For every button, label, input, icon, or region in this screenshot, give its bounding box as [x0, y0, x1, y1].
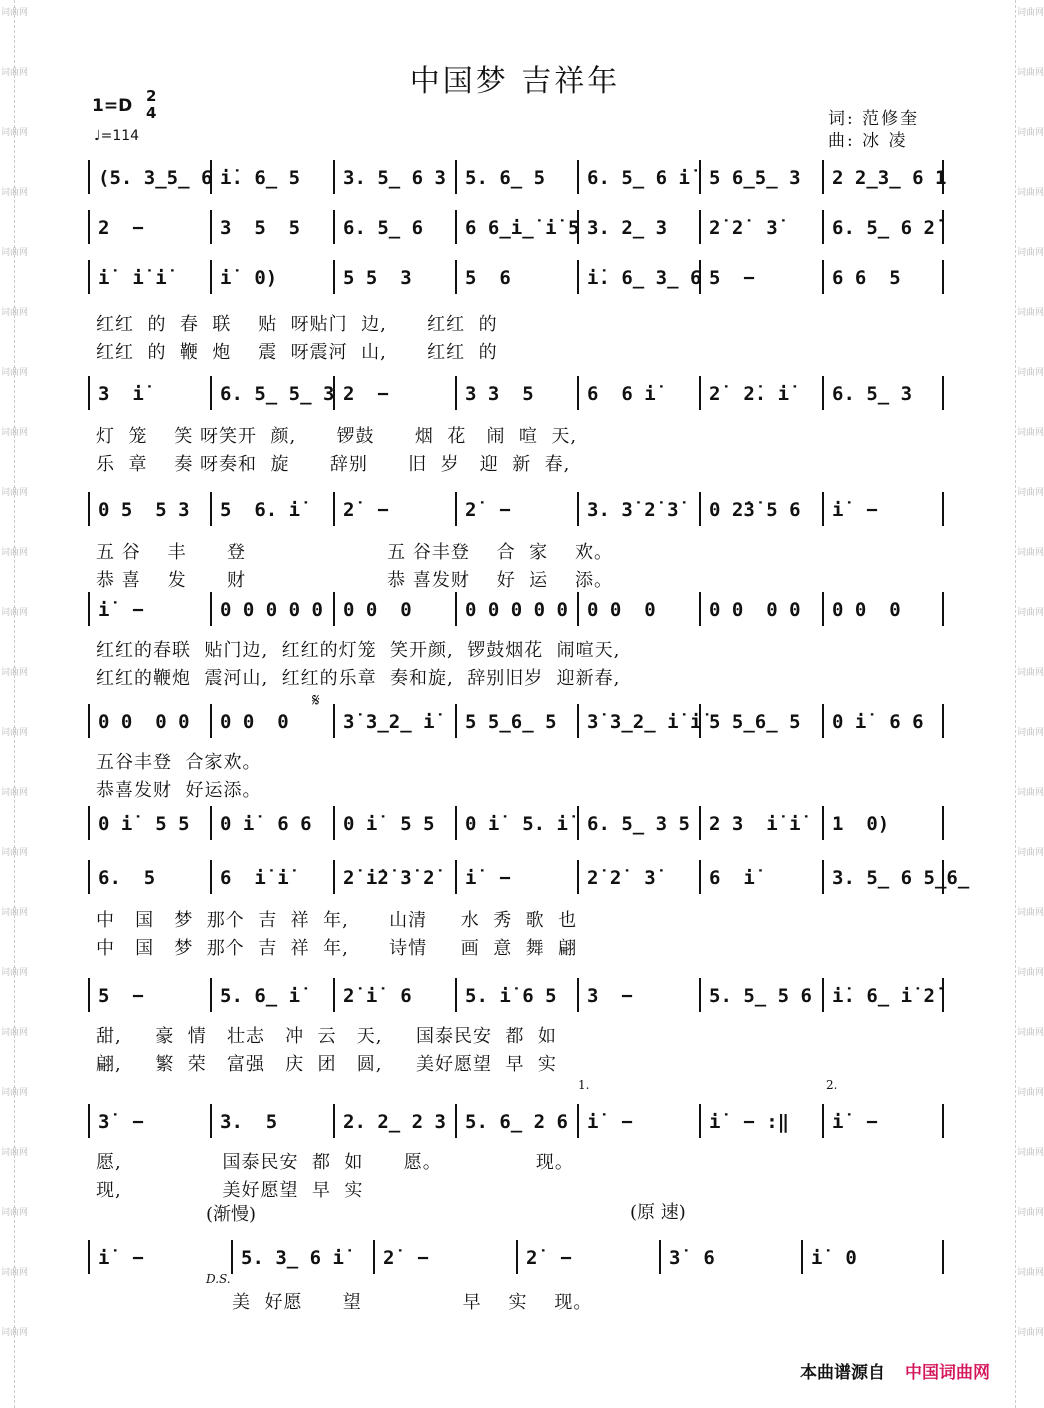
volta-first-ending: 1. [578, 1078, 590, 1092]
watermark-text: 词曲网 [1017, 188, 1044, 198]
watermark-text: 词曲网 [1017, 1268, 1044, 1278]
watermark-text: 词曲网 [1, 1208, 29, 1218]
key-signature: 1=D [92, 96, 133, 116]
footer-credit [800, 1358, 990, 1383]
measure-notes: i̇ − [832, 1111, 878, 1133]
measure-notes: i̇ − [98, 599, 144, 621]
watermark-text: 词曲网 [1017, 68, 1044, 78]
lyric-line: 现, 美好愿望 早 实 [96, 1180, 364, 1201]
measure-notes: 3. 5̲ 6 3 [343, 167, 446, 189]
score-system [88, 704, 944, 746]
barline [577, 260, 579, 294]
measure-notes: 6 6 i̇ [587, 383, 656, 405]
measure-notes: 6 i̇ i̇ [220, 867, 289, 889]
lyricist-credit: 词: 范修奎 [828, 109, 920, 129]
measure-notes: 2 − [343, 383, 389, 405]
watermark-text: 词曲网 [1, 788, 29, 798]
measure-notes: 2̇ 2̇ 3̇ [587, 867, 656, 889]
measure-notes: i̇. 6̲ i̇ 2̇ [832, 985, 935, 1007]
barline [822, 260, 824, 294]
watermark-text: 词曲网 [1, 968, 29, 978]
measure-notes: 2̇ − [465, 499, 511, 521]
measure-notes: 2. 2̲ 2 3 [343, 1111, 446, 1133]
measure-notes: 6. 5̲ 5̲ 3 [220, 383, 335, 405]
watermark-text: 词曲网 [1, 308, 29, 318]
watermark-text: 词曲网 [1, 728, 29, 738]
watermark-text: 词曲网 [1, 908, 29, 918]
time-signature: 2 4 [146, 87, 157, 122]
measure-notes: 5. i̇ 6 5 [465, 985, 557, 1007]
measure-notes: 5. 6̲ 5 [465, 167, 546, 189]
barline [210, 978, 212, 1012]
lyric-line: 五谷丰登 合家欢。 [96, 752, 262, 773]
measure-notes: 2̇ − [526, 1247, 572, 1269]
barline [577, 376, 579, 410]
barline [699, 806, 701, 840]
barline [333, 210, 335, 244]
barline [210, 492, 212, 526]
barline [942, 260, 944, 294]
watermark-text: 词曲网 [1017, 1088, 1044, 1098]
barline [455, 592, 457, 626]
watermark-text: 词曲网 [1, 8, 29, 18]
barline [210, 260, 212, 294]
barline [942, 704, 944, 738]
lyric-line: 红红的鞭炮 震河山, 红红的乐章 奏和旋, 辞别旧岁 迎新春, [96, 668, 621, 689]
barline [942, 1240, 944, 1274]
measure-notes: 0 0 0 [343, 599, 412, 621]
measure-notes: 2̇ − [343, 499, 389, 521]
watermark-text: 词曲网 [1, 668, 29, 678]
ritardando-marking: (渐慢) [206, 1204, 257, 1225]
lyric-line: 恭 喜 发 财 恭 喜发财 好 运 添。 [96, 570, 614, 591]
measure-notes: 0 i̇ 6 6 [220, 813, 312, 835]
barline [88, 160, 90, 194]
score-system [88, 260, 944, 302]
barline [210, 210, 212, 244]
measure-notes: 5. 6̲ i̇ [220, 985, 301, 1007]
barline [88, 376, 90, 410]
measure-notes: 5 5̲6̲ 5 [709, 711, 801, 733]
barline [822, 1104, 824, 1138]
barline [699, 978, 701, 1012]
measure-notes: 5 − [709, 267, 755, 289]
measure-notes: 5. 3̲ 6 i̇ [241, 1247, 344, 1269]
measure-notes: 0 0 0 [832, 599, 901, 621]
footer-site-link[interactable]: 中国词曲网 [905, 1363, 990, 1383]
measure-notes: 6. 5̲ 6 i̇ [587, 167, 690, 189]
measure-notes: 3. 3̇ 2̇ 3̇ [587, 499, 679, 521]
barline [88, 492, 90, 526]
watermark-text: 词曲网 [1017, 728, 1044, 738]
watermark-text: 词曲网 [1, 1148, 29, 1158]
measure-notes: 0 0 0 [220, 711, 289, 733]
barline [455, 1104, 457, 1138]
barline [231, 1240, 233, 1274]
barline [822, 492, 824, 526]
song-title: 中国梦 吉祥年 [409, 64, 621, 99]
barline [333, 978, 335, 1012]
score-system [88, 160, 947, 202]
lyric-line: 甜, 豪 情 壮志 冲 云 天, 国泰民安 都 如 [96, 1026, 557, 1047]
measure-notes: i̇. 6̲ 3̲ 6 [587, 267, 702, 289]
barline [577, 806, 579, 840]
measure-notes: 6. 5̲ 6 2̇ [832, 217, 935, 239]
watermark-text: 词曲网 [1017, 668, 1044, 678]
barline [455, 704, 457, 738]
lyric-line: 乐 章 奏 呀奏和 旋 辞别 旧 岁 迎 新 春, [96, 454, 571, 475]
barline [577, 704, 579, 738]
score-system [88, 592, 944, 634]
measure-notes: 0 5 5 3 [98, 499, 190, 521]
barline [455, 806, 457, 840]
watermark-text: 词曲网 [1017, 1328, 1044, 1338]
lyric-line: 灯 笼 笑 呀笑开 颜, 锣鼓 烟 花 闹 喧 天, [96, 426, 578, 447]
dal-segno-marking: D.S. [206, 1272, 231, 1286]
watermark-text: 词曲网 [1, 188, 29, 198]
measure-notes: 3̇ − [98, 1111, 144, 1133]
measure-notes: 3 i̇ [98, 383, 144, 405]
barline [210, 1104, 212, 1138]
barline [88, 806, 90, 840]
barline [699, 376, 701, 410]
barline [942, 492, 944, 526]
measure-notes: i̇ − [98, 1247, 144, 1269]
measure-notes: 3. 5̲ 6 5̲6̲ [832, 867, 970, 889]
barline [455, 160, 457, 194]
lyric-line: 五 谷 丰 登 五 谷丰登 合 家 欢。 [96, 542, 614, 563]
watermark-text: 词曲网 [1017, 128, 1044, 138]
barline [801, 1240, 803, 1274]
measure-notes: 3 5 5 [220, 217, 301, 239]
measure-notes: 0 i̇ 5. i̇ [465, 813, 568, 835]
watermark-text: 词曲网 [1017, 908, 1044, 918]
measure-notes: 0 0 0 0 [709, 599, 801, 621]
measure-notes: 6. 5̲ 3 5 [587, 813, 690, 835]
watermark-text: 词曲网 [1017, 1208, 1044, 1218]
barline [210, 376, 212, 410]
barline [210, 592, 212, 626]
barline [942, 1104, 944, 1138]
watermark-text: 词曲网 [1, 548, 29, 558]
barline [333, 704, 335, 738]
measure-notes: 2̇ − [383, 1247, 429, 1269]
barline [333, 1104, 335, 1138]
barline [88, 860, 90, 894]
score-system [88, 978, 944, 1020]
lyric-line: 愿, 国泰民安 都 如 愿。 现。 [96, 1152, 574, 1173]
lyric-line: 翩, 繁 荣 富强 庆 团 圆, 美好愿望 早 实 [96, 1054, 557, 1075]
barline [942, 978, 944, 1012]
barline [822, 978, 824, 1012]
score-system [88, 1104, 944, 1146]
watermark-text: 词曲网 [1, 488, 29, 498]
barline [577, 860, 579, 894]
watermark-text: 词曲网 [1, 1328, 29, 1338]
barline [942, 806, 944, 840]
barline [455, 978, 457, 1012]
measure-notes: 0 i̇ 5 5 [98, 813, 190, 835]
barline [333, 592, 335, 626]
barline [577, 160, 579, 194]
measure-notes: 6 i̇ [709, 867, 755, 889]
watermark-text: 词曲网 [1017, 368, 1044, 378]
measure-notes: 5 − [98, 985, 144, 1007]
measure-notes: 3 − [587, 985, 633, 1007]
lyric-line: 美 好愿 望 早 实 现。 [232, 1292, 593, 1313]
measure-notes: 2 2̲3̲ 6 1 [832, 167, 947, 189]
barline [516, 1240, 518, 1274]
barline [210, 860, 212, 894]
measure-notes: 2̇ i̇2̇ 3̇ 2̇ [343, 867, 435, 889]
watermark-text: 词曲网 [1, 68, 29, 78]
score-system [88, 210, 944, 252]
measure-notes: 3̇ 3̲2̲ i̇ i̇ [587, 711, 702, 733]
barline [88, 1104, 90, 1138]
composer-credit: 曲: 冰 凌 [828, 131, 908, 151]
measure-notes: 3 3 5 [465, 383, 534, 405]
measure-notes: 2̇ i̇ 6 [343, 985, 412, 1007]
barline [822, 376, 824, 410]
measure-notes: 0 0 0 [587, 599, 656, 621]
measure-notes: i̇ 0) [220, 267, 278, 289]
watermark-text: 词曲网 [1017, 968, 1044, 978]
barline [822, 592, 824, 626]
measure-notes: 3. 5 [220, 1111, 278, 1133]
barline [699, 592, 701, 626]
score-system [88, 376, 944, 418]
barline [699, 160, 701, 194]
watermark-text: 词曲网 [1, 608, 29, 618]
lyric-line: 红红 的 春 联 贴 呀贴门 边, 红红 的 [96, 314, 498, 335]
watermark-text: 词曲网 [1017, 848, 1044, 858]
watermark-text: 词曲网 [1, 428, 29, 438]
watermark-text: 词曲网 [1, 848, 29, 858]
measure-notes: 2̇ 2̇ 3̇ [709, 217, 778, 239]
footer-source-label: 本曲谱源自 [800, 1363, 885, 1383]
barline [822, 806, 824, 840]
measure-notes: 0 0 0 0 0 [465, 599, 568, 621]
barline [333, 806, 335, 840]
tempo-marking: ♩=114 [94, 128, 140, 144]
barline [88, 592, 90, 626]
measure-notes: 0 0 0 0 0 [220, 599, 323, 621]
measure-notes: 0 2̇3̇ 5 6 [709, 499, 801, 521]
measure-notes: 0 i̇ 6 6 [832, 711, 924, 733]
barline [822, 160, 824, 194]
measure-notes: i̇ i̇ i̇ [98, 267, 167, 289]
measure-notes: i̇. 6̲ 5 [220, 167, 301, 189]
measure-notes: 5 6 [465, 267, 511, 289]
barline [455, 376, 457, 410]
watermark-text: 词曲网 [1017, 308, 1044, 318]
barline [210, 704, 212, 738]
measure-notes: 6 6 5 [832, 267, 901, 289]
barline [373, 1240, 375, 1274]
measure-notes: 3̇ 3̲2̲ i̇ [343, 711, 435, 733]
watermark-text: 词曲网 [1, 368, 29, 378]
measure-notes: 6 6̲i̲̇ i̇ 5 [465, 217, 580, 239]
measure-notes: 6. 5 [98, 867, 156, 889]
measure-notes: 1 0) [832, 813, 890, 835]
measure-notes: 2 − [98, 217, 144, 239]
watermark-text: 词曲网 [1017, 488, 1044, 498]
measure-notes: 5. 6̲ 2 6 [465, 1111, 568, 1133]
watermark-text: 词曲网 [1017, 248, 1044, 258]
watermark-text: 词曲网 [1, 128, 29, 138]
measure-notes: 3̇ 6 [669, 1247, 715, 1269]
measure-notes: (5. 3̲5̲ 6 [98, 167, 213, 189]
measure-notes: 5 6. i̇ [220, 499, 301, 521]
measure-notes: 2̇ 2̇. i̇ [709, 383, 790, 405]
watermark-text: 词曲网 [1017, 608, 1044, 618]
lyric-line: 红红的春联 贴门边, 红红的灯笼 笑开颜, 锣鼓烟花 闹喧天, [96, 640, 621, 661]
measure-notes: 5. 5̲ 5 6 [709, 985, 812, 1007]
barline [822, 210, 824, 244]
measure-notes: 6. 5̲ 6 [343, 217, 424, 239]
left-margin-strip [0, 0, 29, 1408]
barline [455, 260, 457, 294]
measure-notes: 6. 5̲ 3 [832, 383, 913, 405]
barline [88, 978, 90, 1012]
watermark-text: 词曲网 [1017, 1148, 1044, 1158]
barline [942, 592, 944, 626]
barline [822, 860, 824, 894]
barline [577, 492, 579, 526]
barline [333, 492, 335, 526]
barline [88, 210, 90, 244]
barline [88, 260, 90, 294]
measure-notes: i̇ − :‖ [709, 1111, 790, 1133]
barline [659, 1240, 661, 1274]
watermark-text: 词曲网 [1017, 1028, 1044, 1038]
barline [455, 492, 457, 526]
measure-notes: i̇ − [832, 499, 878, 521]
barline [699, 1104, 701, 1138]
measure-notes: i̇ − [587, 1111, 633, 1133]
watermark-text: 词曲网 [1, 248, 29, 258]
barline [577, 1104, 579, 1138]
barline [822, 704, 824, 738]
watermark-text: 词曲网 [1017, 8, 1044, 18]
lyric-line: 红红 的 鞭 炮 震 呀震河 山, 红红 的 [96, 342, 498, 363]
score-system [88, 806, 944, 848]
barline [88, 704, 90, 738]
measure-notes: 5 6̲5̲ 3 [709, 167, 801, 189]
lyric-line: 中 国 梦 那个 吉 祥 年, 山清 水 秀 歌 也 [96, 910, 578, 931]
measure-notes: i̇ − [465, 867, 511, 889]
segno-sign: 𝄋 [312, 690, 320, 711]
barline [699, 492, 701, 526]
volta-second-ending: 2. [826, 1078, 838, 1092]
score-system [88, 492, 944, 534]
barline [455, 210, 457, 244]
barline [88, 1240, 90, 1274]
measure-notes: 5 5 3 [343, 267, 412, 289]
measure-notes: 5 5̲6̲ 5 [465, 711, 557, 733]
watermark-text: 词曲网 [1, 1268, 29, 1278]
measure-notes: 2 3 i̇ i̇ [709, 813, 801, 835]
barline [699, 210, 701, 244]
barline [577, 592, 579, 626]
barline [333, 860, 335, 894]
watermark-text: 词曲网 [1017, 788, 1044, 798]
barline [333, 160, 335, 194]
barline [333, 260, 335, 294]
measure-notes: 3. 2̲ 3 [587, 217, 668, 239]
measure-notes: i̇ 0 [811, 1247, 857, 1269]
score-system [88, 860, 970, 902]
measure-notes: 0 0 0 0 [98, 711, 190, 733]
barline [699, 860, 701, 894]
watermark-text: 词曲网 [1, 1088, 29, 1098]
measure-notes: 0 i̇ 5 5 [343, 813, 435, 835]
watermark-text: 词曲网 [1, 1028, 29, 1038]
barline [577, 978, 579, 1012]
watermark-text: 词曲网 [1017, 548, 1044, 558]
barline [942, 376, 944, 410]
barline [942, 210, 944, 244]
barline [210, 806, 212, 840]
lyric-line: 恭喜发财 好运添。 [96, 780, 262, 801]
lyric-line: 中 国 梦 那个 吉 祥 年, 诗情 画 意 舞 翩 [96, 938, 578, 959]
watermark-text: 词曲网 [1017, 428, 1044, 438]
a-tempo-marking: (原 速) [630, 1202, 686, 1223]
barline [455, 860, 457, 894]
